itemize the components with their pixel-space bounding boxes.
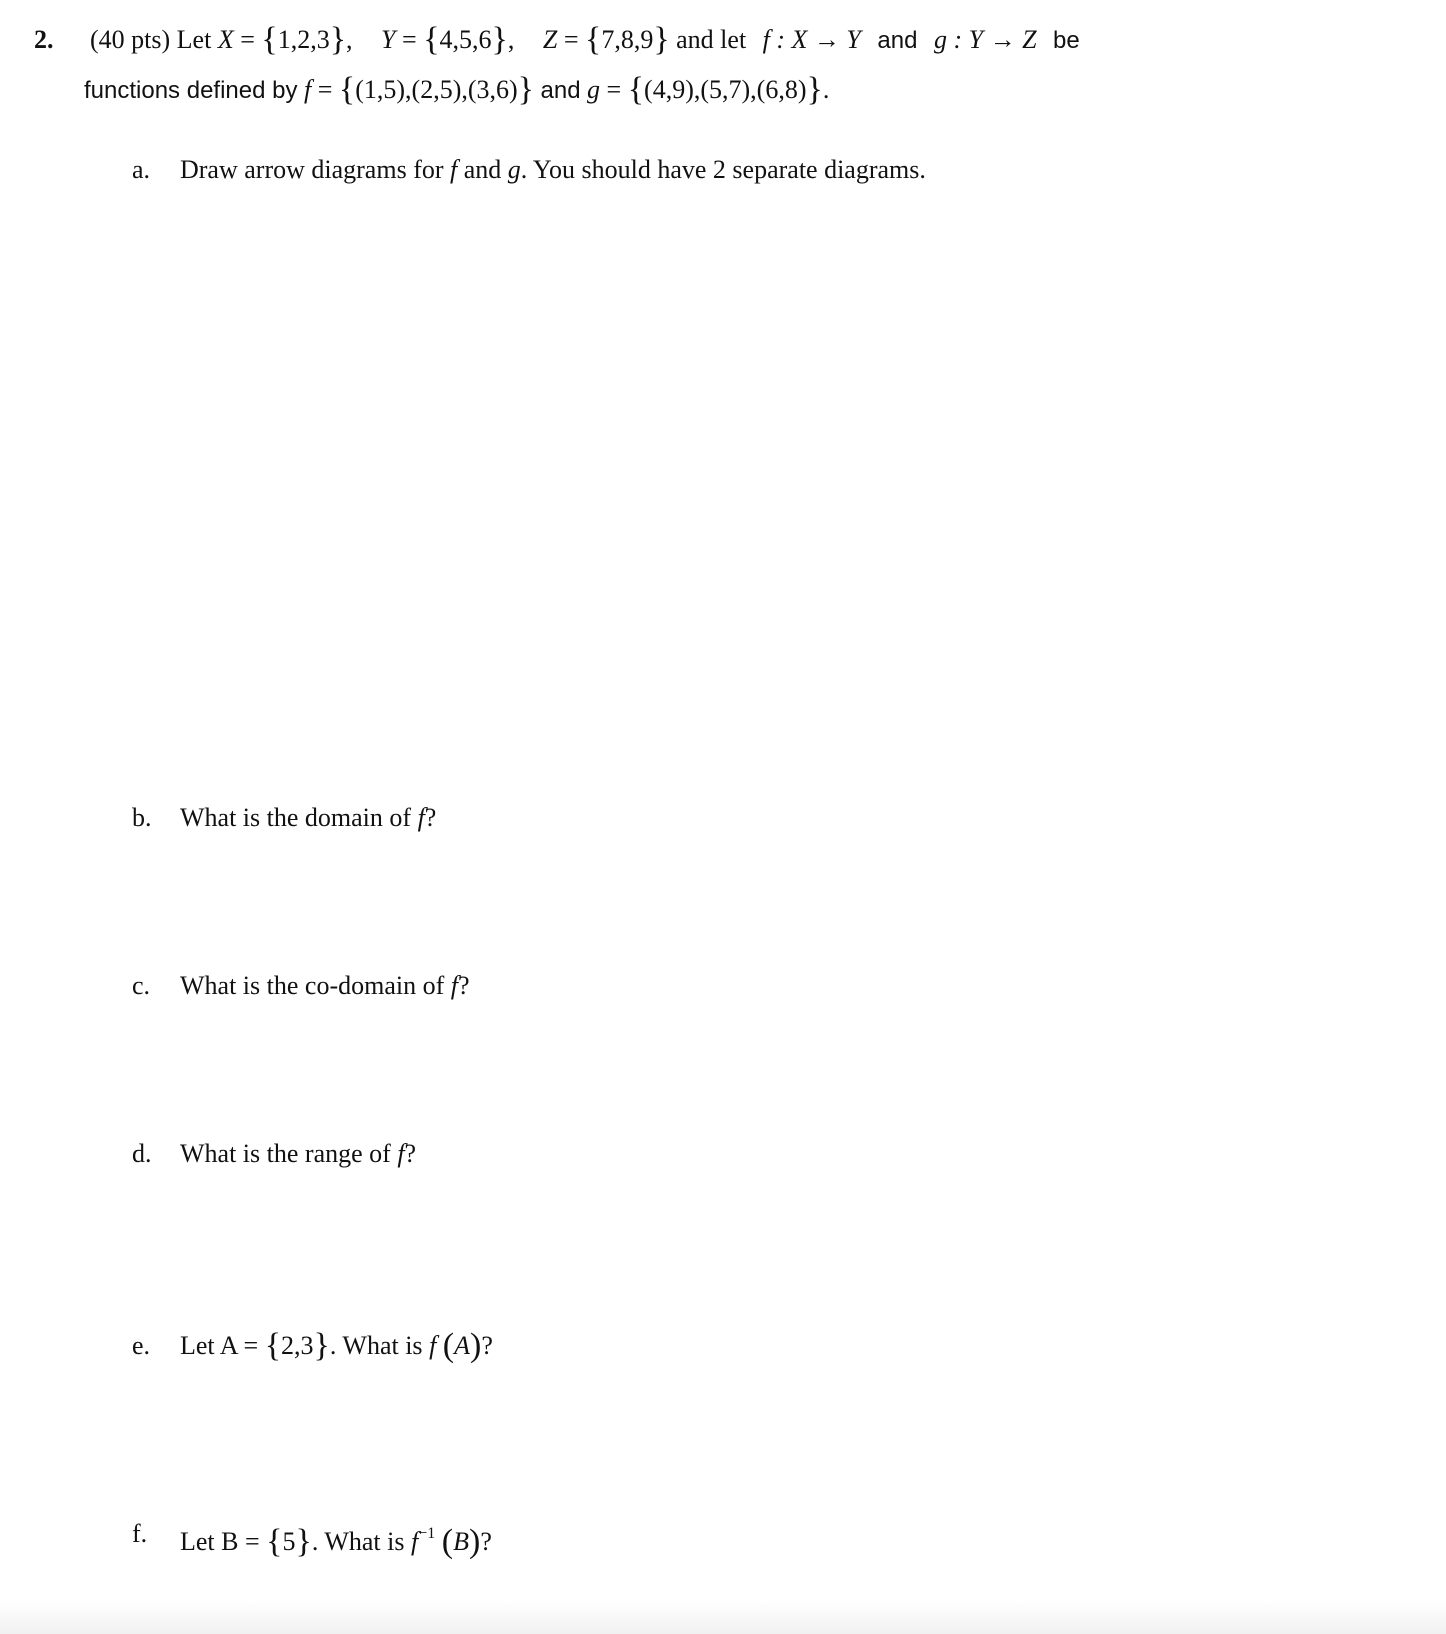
part-e-letter: e.: [132, 1331, 151, 1360]
part-f-what: What is: [324, 1527, 405, 1556]
part-e-qmark: ?: [481, 1331, 493, 1360]
part-d-qmark: ?: [404, 1139, 417, 1168]
set-x-elements: 1,2,3: [277, 25, 330, 54]
f-name: f: [303, 75, 312, 104]
problem-statement-line-1: (40 pts) Let X = {1,2,3}, Y = {4,5,6}, Z = {7,8,9} and let f : X → Y and g : Y → Z be: [90, 21, 1080, 58]
part-d-f: f: [397, 1139, 405, 1168]
problem-statement-line-2: functions defined by f = {(1,5),(2,5),(3,6)} and g = {(4,9),(5,7),(6,8)}.: [84, 71, 830, 108]
part-d-question: [180, 1138, 416, 1170]
part-f-question: Let B = {5}. What is $f^{-1}$ (B)?: [180, 1523, 492, 1560]
g-name: g: [587, 75, 601, 104]
functions-defined-by: functions defined by: [84, 77, 298, 104]
part-c-question: [180, 970, 470, 1002]
and-let: and let: [676, 25, 747, 54]
part-b-question: [180, 802, 436, 834]
part-c-qmark: ?: [458, 971, 470, 1000]
g-definition: (4,9),(5,7),(6,8): [644, 75, 807, 104]
part-f-qmark: ?: [480, 1527, 492, 1556]
part-d-letter: d.: [132, 1139, 152, 1168]
part-b-f: f: [417, 803, 425, 832]
intro-let: Let: [176, 25, 212, 54]
part-e-arg: A: [454, 1331, 471, 1360]
part-a-g: g: [507, 155, 521, 184]
part-e-what: What is: [342, 1331, 423, 1360]
part-c-f: f: [450, 971, 458, 1000]
be-word: be: [1053, 27, 1080, 54]
part-e-set: 2,3: [281, 1331, 314, 1360]
set-y-elements: 4,5,6: [439, 25, 492, 54]
page-bottom-edge: [0, 1600, 1446, 1634]
set-z-name: Z: [542, 25, 558, 54]
set-z-elements: 7,8,9: [601, 25, 654, 54]
part-a-and: and: [463, 155, 502, 184]
part-e-f: f: [429, 1331, 437, 1360]
part-e-question: Let A = {2,3}. What is f (A)?: [180, 1327, 493, 1364]
part-f-arg: B: [453, 1527, 469, 1556]
problem-number: 2.: [34, 25, 54, 54]
part-a-text: Draw arrow diagrams for: [180, 155, 444, 184]
part-f-f: f: [411, 1527, 419, 1556]
f-definition: (1,5),(2,5),(3,6): [355, 75, 518, 104]
part-b-letter: b.: [132, 803, 152, 832]
part-f-let: Let B =: [180, 1527, 260, 1556]
part-a-letter: a.: [132, 155, 151, 184]
part-c-letter: c.: [132, 971, 151, 1000]
set-y-name: Y: [381, 25, 396, 54]
and-word-1: and: [877, 27, 918, 54]
part-c-text: What is the co-domain of: [180, 971, 445, 1000]
part-d-text: What is the range of: [180, 1139, 391, 1168]
part-f-letter: f.: [132, 1519, 148, 1548]
part-a-question: [180, 154, 926, 186]
part-e-let: Let A =: [180, 1331, 259, 1360]
part-a-text-after: . You should have 2 separate diagrams.: [520, 155, 926, 184]
set-x-name: X: [217, 25, 234, 54]
part-f-inverse-sup: −1: [418, 1525, 436, 1542]
part-b-qmark: ?: [424, 803, 437, 832]
part-b-text: What is the domain of: [180, 803, 412, 832]
part-a-f: f: [450, 155, 458, 184]
and-word-2: and: [540, 77, 581, 104]
f-signature: f : X → Y: [762, 25, 861, 54]
points: (40 pts): [90, 25, 171, 54]
g-signature: g : Y → Z: [933, 25, 1037, 54]
part-f-set: 5: [282, 1527, 296, 1556]
